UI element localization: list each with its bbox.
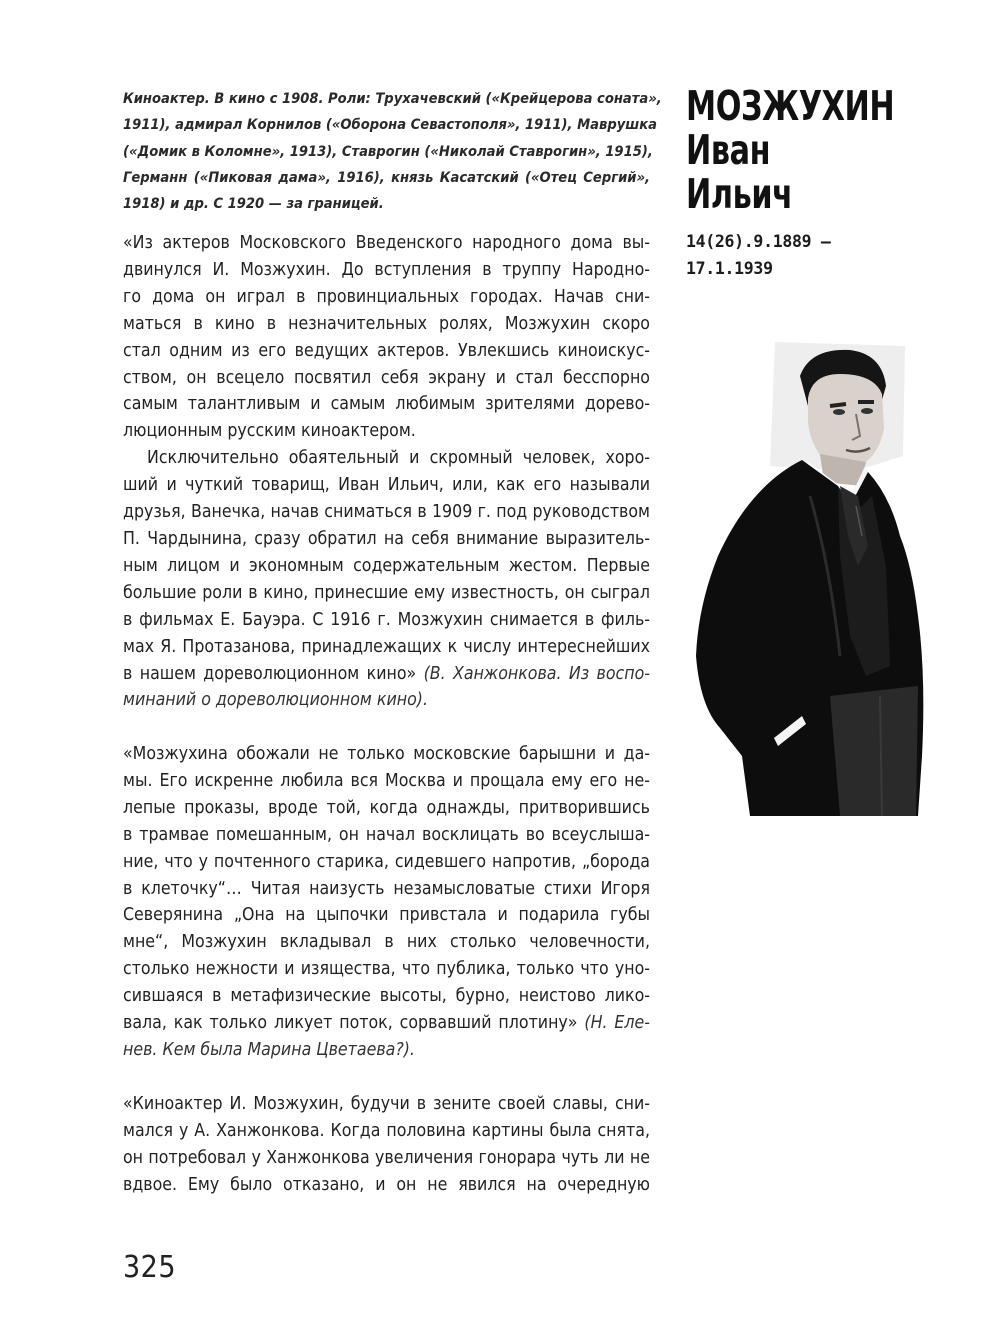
portrait-photo bbox=[690, 336, 930, 816]
quote-elenev bbox=[123, 741, 650, 1064]
text-line: стал одним из его ведущих актеров. Увлекшись киноискус- bbox=[123, 340, 650, 361]
death-date: 17.1.1939 bbox=[686, 259, 773, 278]
text-line: сившаяся в метафизические высоты, бурно, неистово лико- bbox=[123, 986, 650, 1007]
quote-khanzhonkova bbox=[123, 230, 650, 714]
text-line: «Из актеров Московского Введенского народного дома вы- bbox=[123, 233, 650, 253]
text-line: го дома он играл в провинциальных городах. Начав сни- bbox=[123, 286, 650, 307]
page-number: 325 bbox=[123, 1250, 177, 1285]
text-line: вдвое. Ему было отказано, и он не явился на очередную bbox=[123, 1174, 650, 1195]
lead-line: Германн («Пиковая дама», 1916), князь Касатский («Отец Сергий», bbox=[123, 168, 650, 186]
text-line: ством, он всецело посвятил себя экрану и стал бесспорно bbox=[123, 367, 650, 388]
text-line: большие роли в кино, принесшие ему известность, он сыграл bbox=[123, 582, 650, 603]
text-line: мах Я. Протазанова, принадлежащих к числу интереснейших bbox=[123, 636, 650, 657]
lead-line: («Домик в Коломне», 1913), Ставрогин («Николай Ставрогин», 1915), bbox=[123, 142, 653, 160]
text-line: столько нежности и изящества, что публика, только что уно- bbox=[123, 959, 650, 980]
text-line: в фильмах Е. Бауэра. С 1916 г. Мозжухин снимается в филь- bbox=[123, 609, 650, 630]
text-line: он потребовал у Ханжонкова увеличения гонорара чуть ли не bbox=[123, 1147, 650, 1168]
life-dates bbox=[686, 228, 831, 282]
text-line: мы. Его искренне любила вся Москва и прощала ему его не- bbox=[123, 770, 650, 791]
patronymic: Ильич bbox=[686, 170, 793, 218]
text-line bbox=[123, 1010, 650, 1037]
text-line: самым талантливым и самым любимым зрителями дорево- bbox=[123, 394, 650, 415]
text-line: Северянина „Она на цыпочки привстала и подарила губы bbox=[123, 905, 650, 926]
citation-source: нев. Кем была Марина Цветаева?). bbox=[123, 1039, 415, 1060]
text-line: «Мозжухина обожали не только московские барышни и да- bbox=[123, 744, 650, 764]
text-line: маться в кино в незначительных ролях, Мозжухин скоро bbox=[123, 313, 650, 334]
text-line: «Киноактер И. Мозжухин, будучи в зените своей славы, сни- bbox=[123, 1094, 650, 1114]
quote-text: в нашем дореволюционном кино» bbox=[123, 663, 417, 684]
citation-source: (В. Ханжонкова. Из воспо- bbox=[423, 663, 651, 684]
portrait-silhouette-icon bbox=[690, 336, 930, 816]
text-line: люционным русским киноактером. bbox=[123, 421, 416, 442]
person-name-heading bbox=[686, 84, 940, 216]
text-line: ший и чуткий товарищ, Иван Ильич, или, как его называли bbox=[123, 475, 650, 496]
quote-third bbox=[123, 1091, 650, 1199]
text-line bbox=[123, 661, 650, 688]
text-line: друзья, Ванечка, начав сниматься в 1909 г. под руководством bbox=[123, 502, 650, 523]
citation-source: минаний о дореволюционном кино). bbox=[123, 690, 428, 711]
quote-text: вала, как только ликует поток, сорвавший плотину» bbox=[123, 1013, 578, 1034]
text-line: ным лицом и экономным содержательным жестом. Первые bbox=[123, 555, 650, 576]
lead-summary bbox=[123, 86, 662, 217]
text-line: мне“, Мозжухин вкладывал в них столько человечности, bbox=[123, 932, 650, 953]
text-line: мался у А. Ханжонкова. Когда половина картины была снята, bbox=[123, 1120, 650, 1141]
lead-line: 1911), адмирал Корнилов («Оборона Севастополя», 1911), Маврушка bbox=[123, 116, 658, 134]
citation-source: (Н. Еле- bbox=[584, 1013, 650, 1034]
text-line: двинулся И. Мозжухин. До вступления в труппу Народно- bbox=[123, 259, 650, 280]
text-line: лепые проказы, вроде той, когда однажды, притворившись bbox=[123, 797, 650, 818]
surname: МОЗЖУХИН bbox=[686, 82, 895, 130]
first-name: Иван bbox=[686, 126, 771, 174]
text-line: в клеточку“… Читая наизусть незамысловатые стихи Игоря bbox=[123, 878, 650, 899]
text-line: в трамвае помешанным, он начал восклицать во всеуслыша- bbox=[123, 824, 650, 845]
lead-line: 1918) и др. С 1920 — за границей. bbox=[123, 195, 384, 213]
birth-date: 14(26).9.1889 — bbox=[686, 232, 831, 251]
lead-line: Киноактер. В кино с 1908. Роли: Трухачевский («Крейцерова соната», bbox=[123, 90, 662, 107]
text-line: ние, что у почтенного старика, сидевшего напротив, „борода bbox=[123, 851, 650, 872]
text-line: Исключительно обаятельный и скромный человек, хоро- bbox=[147, 448, 650, 469]
text-line: П. Чардынина, сразу обратил на себя внимание выразитель- bbox=[123, 528, 650, 549]
